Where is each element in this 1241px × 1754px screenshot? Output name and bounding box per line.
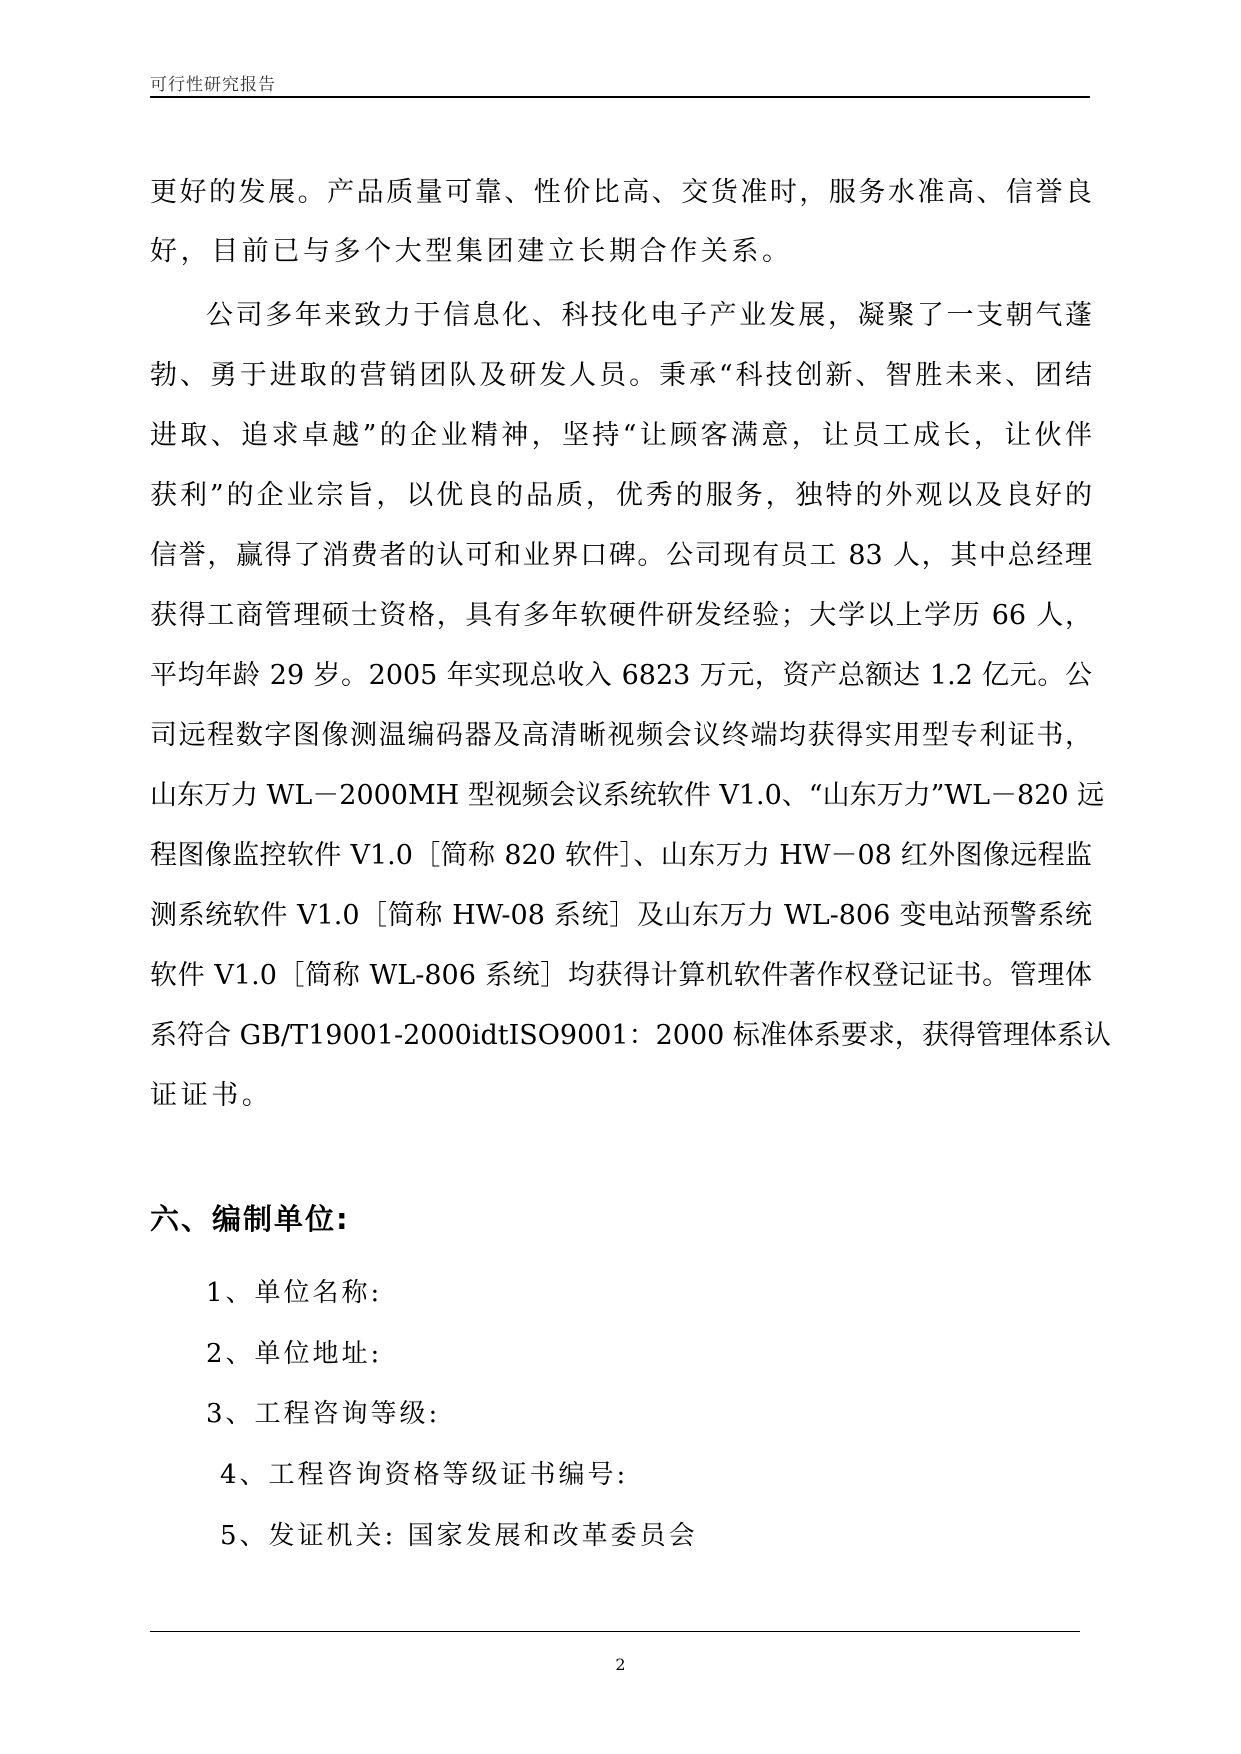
paragraph-line: 获利”的企业宗旨，以优良的品质，优秀的服务，独特的外观以及良好的 — [150, 480, 1092, 511]
paragraph-line: 平均年龄 29 岁。2005 年实现总收入 6823 万元，资产总额达 1.2 亿元。公 — [150, 660, 1092, 691]
list-item-issuing-authority: 5、发证机关: 国家发展和改革委员会 — [220, 1521, 698, 1551]
list-item-certificate-number: 4、工程咨询资格等级证书编号: — [220, 1460, 629, 1490]
paragraph-line: 测系统软件 V1.0［简称 HW-08 系统］及山东万力 WL-806 变电站预警系统 — [150, 900, 1092, 931]
paragraph-line: 程图像监控软件 V1.0［简称 820 软件］、山东万力 HW－08 红外图像远程监 — [150, 840, 1092, 871]
paragraph-line: 公司多年来致力于信息化、科技化电子产业发展，凝聚了一支朝气蓬 — [206, 300, 1092, 331]
list-item-unit-name: 1、单位名称: — [206, 1278, 383, 1308]
paragraph-line: 证证书。 — [150, 1080, 273, 1111]
paragraph-line: 信誉，赢得了消费者的认可和业界口碑。公司现有员工 83 人，其中总经理 — [150, 540, 1092, 571]
paragraph-line: 山东万力 WL－2000MH 型视频会议系统软件 V1.0、“山东万力”WL－820 远 — [150, 780, 1105, 811]
section-heading: 六、编制单位: — [150, 1202, 350, 1236]
paragraph-line: 系符合 GB/T19001-2000idtISO9001：2000 标准体系要求，获得管理体系认 — [150, 1020, 1111, 1051]
paragraph-line: 司远程数字图像测温编码器及高清晰视频会议终端均获得实用型专利证书， — [150, 720, 1092, 751]
paragraph-line: 进取、追求卓越”的企业精神，坚持“让顾客满意，让员工成长，让伙伴 — [150, 420, 1092, 451]
header-divider — [150, 96, 1090, 98]
list-item-consulting-grade: 3、工程咨询等级: — [206, 1399, 441, 1429]
paragraph-line: 软件 V1.0［简称 WL-806 系统］均获得计算机软件著作权登记证书。管理体 — [150, 960, 1092, 991]
paragraph-line: 勃、勇于进取的营销团队及研发人员。秉承“科技创新、智胜未来、团结 — [150, 360, 1092, 391]
list-item-unit-address: 2、单位地址: — [206, 1339, 383, 1369]
running-header-title: 可行性研究报告 — [150, 75, 276, 95]
footer-divider — [150, 1631, 1080, 1632]
paragraph-line: 获得工商管理硕士资格，具有多年软硬件研发经验；大学以上学历 66 人， — [150, 600, 1092, 631]
paragraph-line: 更好的发展。产品质量可靠、性价比高、交货准时，服务水准高、信誉良 — [150, 177, 1092, 208]
paragraph-line: 好，目前已与多个大型集团建立长期合作关系。 — [150, 236, 793, 267]
page-number: 2 — [615, 1655, 626, 1674]
